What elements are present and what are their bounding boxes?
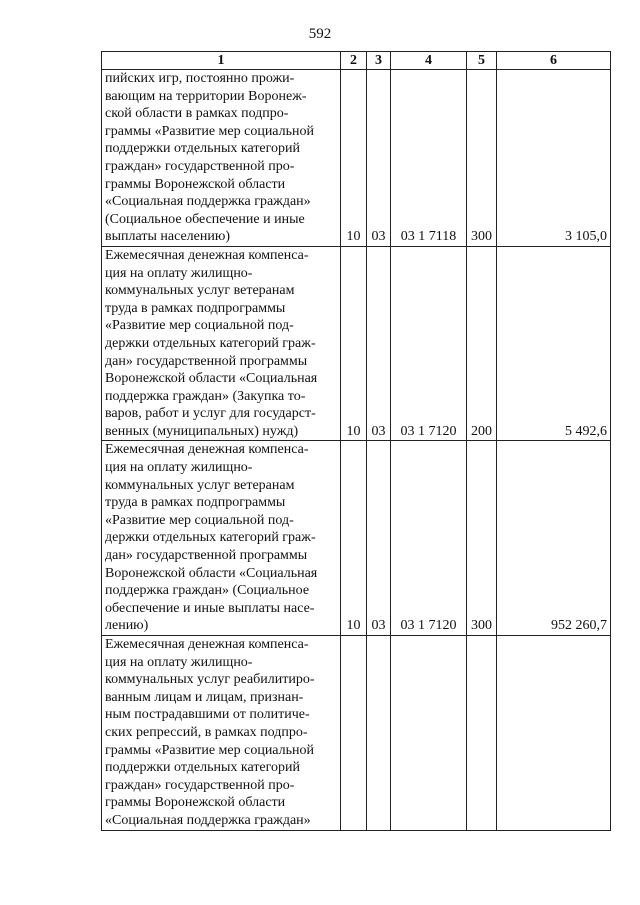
table-row bbox=[102, 246, 611, 441]
description-line: дан» государственной программы bbox=[105, 548, 308, 564]
section-code: 10 bbox=[341, 246, 367, 441]
description-line: пийских игр, постоянно прожи- bbox=[105, 71, 295, 86]
section-code: 10 bbox=[341, 441, 367, 636]
column-header-1: 1 bbox=[102, 52, 341, 70]
row-description bbox=[102, 70, 341, 247]
section-code: 10 bbox=[341, 70, 367, 247]
header-row bbox=[102, 52, 611, 70]
table-row bbox=[102, 441, 611, 636]
description-line: Ежемесячная денежная компенса- bbox=[105, 247, 309, 263]
expense-type-code: 200 bbox=[467, 246, 497, 441]
description-line: лению) bbox=[105, 618, 149, 634]
description-line: Воронежской области «Социальная bbox=[105, 371, 318, 387]
subsection-code: 03 bbox=[367, 70, 391, 247]
table-row bbox=[102, 70, 611, 247]
description-line: ция на оплату жилищно- bbox=[105, 654, 253, 670]
description-line: граждан» государственной про- bbox=[105, 777, 295, 793]
subsection-code bbox=[367, 636, 391, 831]
description-line: коммунальных услуг ветеранам bbox=[105, 477, 295, 493]
description-line: Ежемесячная денежная компенса- bbox=[105, 637, 309, 652]
table-body bbox=[102, 70, 611, 831]
column-header-5: 5 bbox=[467, 52, 497, 70]
description-line: граждан» государственной про- bbox=[105, 158, 295, 174]
amount: 952 260,7 bbox=[497, 441, 611, 636]
description-line: дан» государственной программы bbox=[105, 353, 308, 369]
description-line: поддержки отдельных категорий bbox=[105, 141, 301, 157]
row-description bbox=[102, 441, 341, 636]
description-line: ция на оплату жилищно- bbox=[105, 460, 253, 476]
description-line: ских репрессий, в рамках подпро- bbox=[105, 724, 308, 740]
description-line: вающим на территории Воронеж- bbox=[105, 88, 307, 104]
section-code bbox=[341, 636, 367, 831]
description-line: ция на оплату жилищно- bbox=[105, 265, 253, 281]
description-line: Воронежской области «Социальная bbox=[105, 565, 318, 581]
description-line: держки отдельных категорий граж- bbox=[105, 530, 316, 546]
description-line: (Социальное обеспечение и иные bbox=[105, 211, 305, 227]
description-line: Ежемесячная денежная компенса- bbox=[105, 442, 309, 458]
description-line: поддержка граждан» (Закупка то- bbox=[105, 388, 306, 404]
description-line: ской области в рамках подпро- bbox=[105, 106, 289, 122]
budget-table bbox=[101, 51, 611, 831]
description-line: «Развитие мер социальной под- bbox=[105, 318, 294, 334]
table-row bbox=[102, 636, 611, 831]
target-article-code: 03 1 7120 bbox=[391, 246, 467, 441]
description-line: держки отдельных категорий граж- bbox=[105, 335, 316, 351]
amount bbox=[497, 636, 611, 831]
description-line: поддержка граждан» (Социальное bbox=[105, 583, 310, 599]
description-line: «Социальная поддержка граждан» bbox=[105, 194, 311, 210]
target-article-code: 03 1 7120 bbox=[391, 441, 467, 636]
description-line: ванным лицам и лицам, признан- bbox=[105, 689, 304, 705]
subsection-code: 03 bbox=[367, 441, 391, 636]
target-article-code bbox=[391, 636, 467, 831]
description-line: варов, работ и услуг для государст- bbox=[105, 406, 316, 422]
description-line: венных (муниципальных) нужд) bbox=[105, 423, 299, 439]
description-line: коммунальных услуг реабилитиро- bbox=[105, 672, 315, 688]
column-header-6: 6 bbox=[497, 52, 611, 70]
description-line: граммы «Развитие мер социальной bbox=[105, 123, 315, 139]
row-description bbox=[102, 636, 341, 831]
description-line: «Социальная поддержка граждан» bbox=[105, 812, 311, 828]
subsection-code: 03 bbox=[367, 246, 391, 441]
amount: 5 492,6 bbox=[497, 246, 611, 441]
expense-type-code bbox=[467, 636, 497, 831]
description-line: граммы «Развитие мер социальной bbox=[105, 742, 315, 758]
description-line: ным пострадавшими от политиче- bbox=[105, 707, 310, 723]
description-line: граммы Воронежской области bbox=[105, 176, 286, 192]
column-header-4: 4 bbox=[391, 52, 467, 70]
expense-type-code: 300 bbox=[467, 70, 497, 247]
row-description bbox=[102, 246, 341, 441]
page-number: 592 bbox=[308, 26, 332, 42]
description-line: обеспечение и иные выплаты насе- bbox=[105, 600, 315, 616]
expense-type-code: 300 bbox=[467, 441, 497, 636]
description-line: «Развитие мер социальной под- bbox=[105, 512, 294, 528]
target-article-code: 03 1 7118 bbox=[391, 70, 467, 247]
column-header-3: 3 bbox=[367, 52, 391, 70]
description-line: поддержки отдельных категорий bbox=[105, 760, 301, 776]
description-line: граммы Воронежской области bbox=[105, 795, 286, 811]
description-line: выплаты населению) bbox=[105, 229, 230, 245]
amount: 3 105,0 bbox=[497, 70, 611, 247]
column-header-2: 2 bbox=[341, 52, 367, 70]
description-line: труда в рамках подпрограммы bbox=[105, 495, 286, 511]
description-line: коммунальных услуг ветеранам bbox=[105, 283, 295, 299]
description-line: труда в рамках подпрограммы bbox=[105, 300, 286, 316]
